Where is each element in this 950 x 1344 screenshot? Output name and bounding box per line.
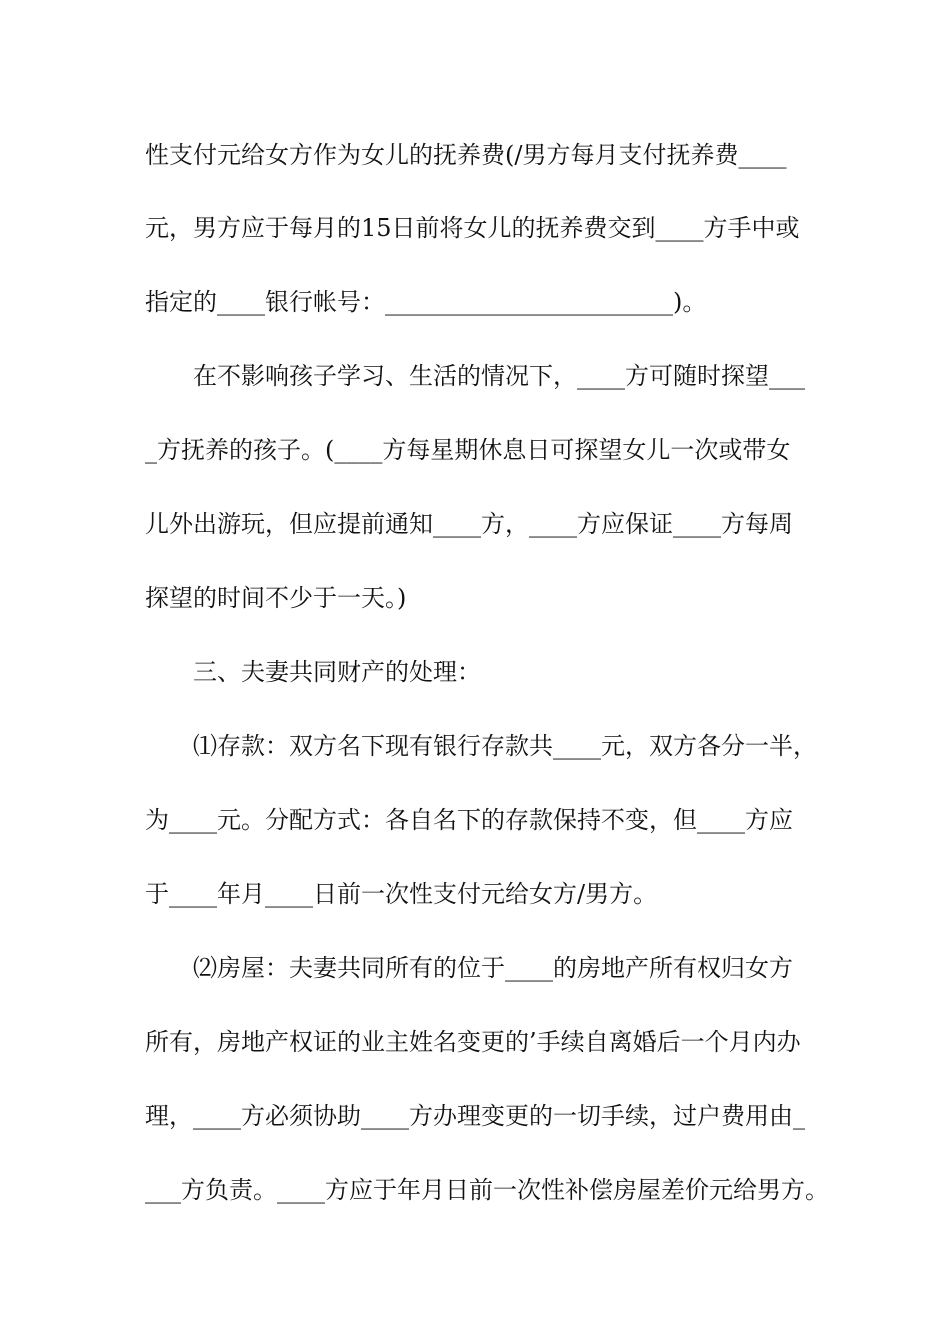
text-line: 探望的时间不少于一天。) xyxy=(145,584,407,612)
text-line: 指定的____银行帐号：________________________)。 xyxy=(145,288,707,316)
text-line: 理，____方必须协助____方办理变更的一切手续，过户费用由_ xyxy=(145,1102,805,1130)
text-line: 所有，房地产权证的业主姓名变更的’手续自离婚后一个月内办 xyxy=(145,1028,801,1056)
paragraph-start-line: ⑵房屋：夫妻共同所有的位于____的房地产所有权归女方 xyxy=(193,954,793,982)
text-line: 为____元。分配方式：各自名下的存款保持不变，但____方应 xyxy=(145,806,793,834)
paragraph-start-line: ⑴存款：双方名下现有银行存款共____元，双方各分一半， xyxy=(193,732,817,760)
section-heading: 三、夫妻共同财产的处理： xyxy=(193,658,481,686)
paragraph-start-line: 在不影响孩子学习、生活的情况下，____方可随时探望___ xyxy=(193,362,805,390)
text-line: ___方负责。____方应于年月日前一次性补偿房屋差价元给男方。 xyxy=(145,1176,829,1204)
text-line: 元，男方应于每月的15日前将女儿的抚养费交到____方手中或 xyxy=(145,214,800,242)
text-line: 性支付元给女方作为女儿的抚养费(/男方每月支付抚养费____ xyxy=(145,141,787,169)
text-line: 儿外出游玩，但应提前通知____方，____方应保证____方每周 xyxy=(145,510,793,538)
text-line: _方抚养的孩子。(____方每星期休息日可探望女儿一次或带女 xyxy=(145,436,791,464)
text-line: 于____年月____日前一次性支付元给女方/男方。 xyxy=(145,880,658,908)
